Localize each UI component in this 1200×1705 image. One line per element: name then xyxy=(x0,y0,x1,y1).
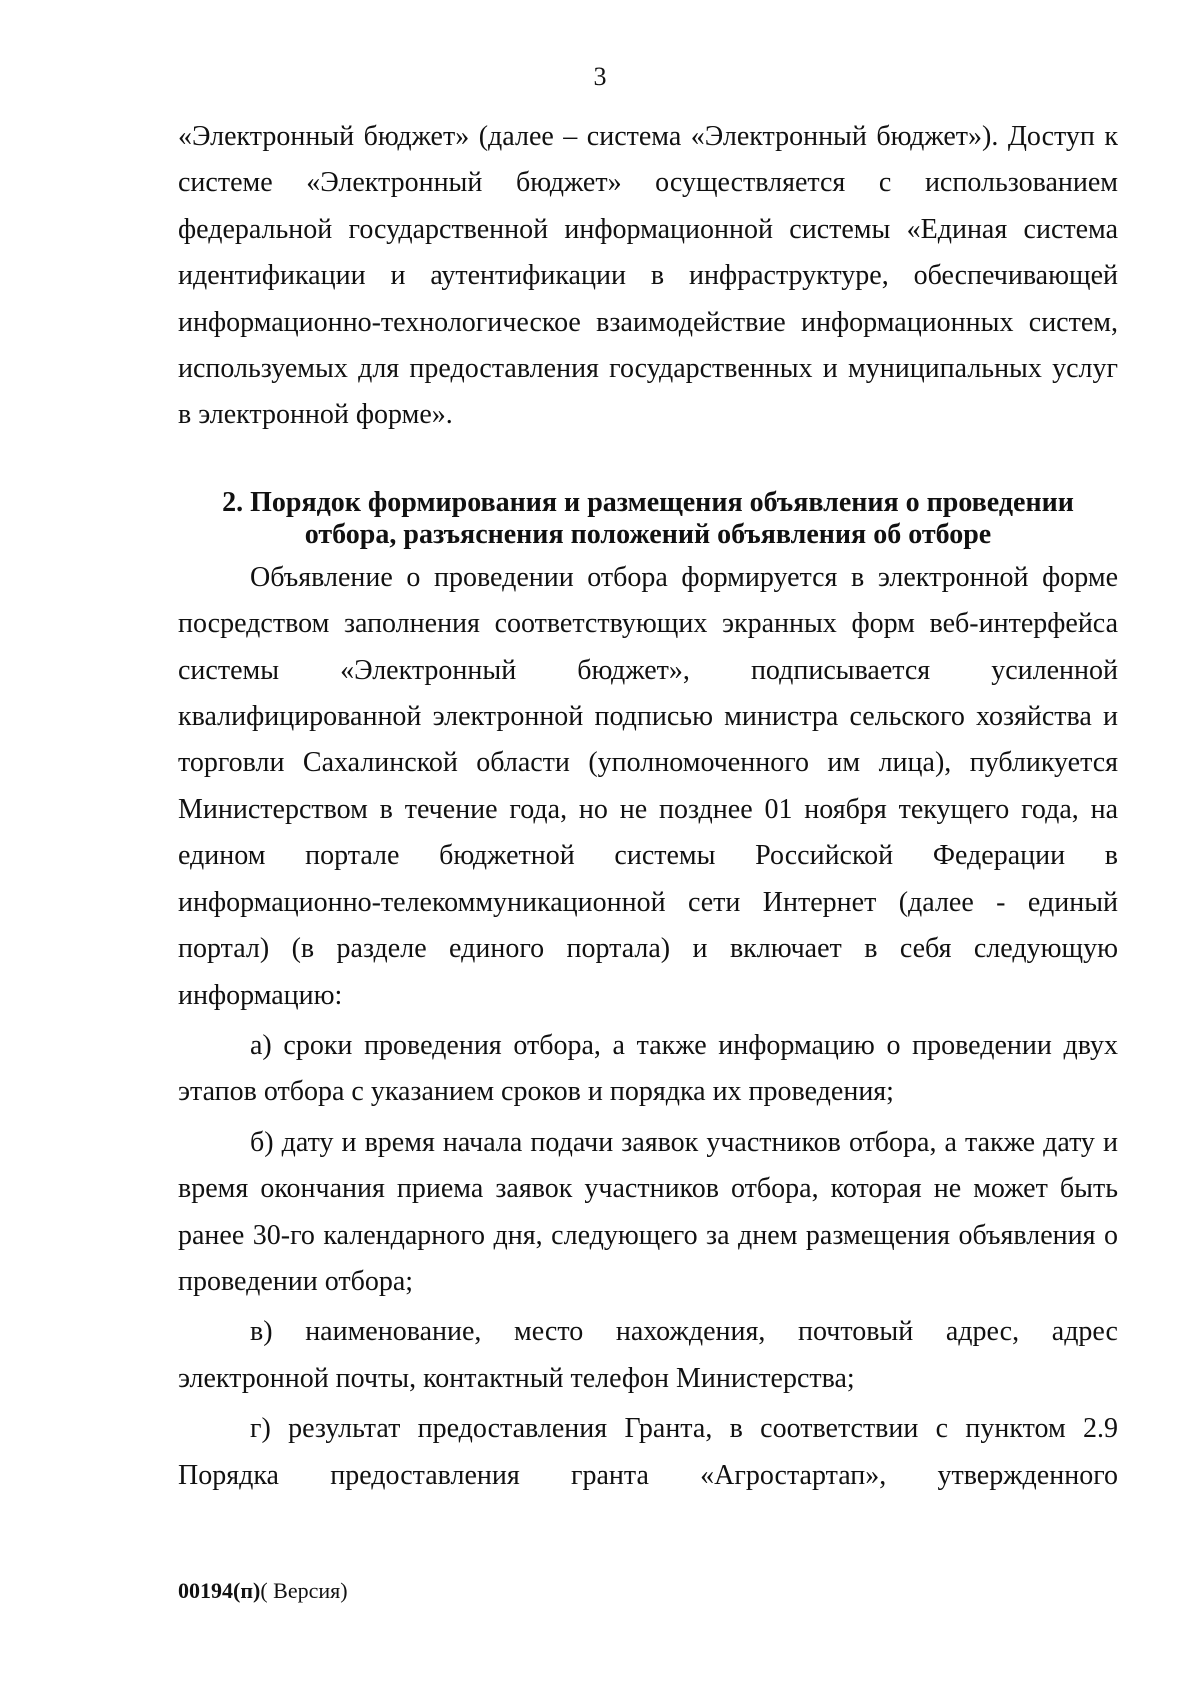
document-footer xyxy=(178,1578,348,1604)
document-code: 00194(п) xyxy=(178,1578,261,1603)
list-item-v: в) наименование, место нахождения, почтовый адрес, адрес электронной почты, контактный телефон Министерства; xyxy=(178,1316,1118,1394)
intro-paragraph: «Электронный бюджет» (далее – система «Электронный бюджет»). Доступ к системе «Электронный бюджет» осуществляется с использованием федеральной государственной информационной системы «Единая система идентификации и аутентификации в инфраструктуре, обеспечивающей информационно-технологическое взаимодействие информационных систем, используемых для предоставления государственных и муниципальных услуг в электронной форме». xyxy=(178,121,1118,431)
section-heading-line-2: отбора, разъяснения положений объявления об отборе xyxy=(304,518,992,550)
document-version: ( Версия) xyxy=(260,1578,348,1603)
document-body xyxy=(178,114,1118,1499)
list-item-b: б) дату и время начала подачи заявок участников отбора, а также дату и время окончания приема заявок участников отбора, которая не может быть ранее 30-го календарного дня, следующего за днем размещения объявления о проведении отбора; xyxy=(178,1126,1118,1297)
section-body-paragraph: Объявление о проведении отбора формируется в электронной форме посредством заполнения соответствующих экранных форм веб-интерфейса системы «Электронный бюджет», подписывается усиленной квалифицированной электронной подписью министра сельского хозяйства и торговли Сахалинской области (уполномоченного им лица), публикуется Министерством в течение года, но не позднее 01 ноября текущего года, на едином портале бюджетной системы Российской Федерации в информационно-телекоммуникационной сети Интернет (далее - единый портал) (в разделе единого портала) и включает в себя следующую информацию: xyxy=(178,561,1118,1011)
section-heading-line-1: 2. Порядок формирования и размещения объявления о проведении xyxy=(222,486,1074,518)
section-heading xyxy=(178,487,1118,551)
page-number: 3 xyxy=(593,62,607,91)
list-item-g: г) результат предоставления Гранта, в соответствии с пунктом 2.9 Порядка предоставления гранта «Агростартап», утвержденного xyxy=(178,1413,1118,1491)
list-item-a: а) сроки проведения отбора, а также информацию о проведении двух этапов отбора с указанием сроков и порядка их проведения; xyxy=(178,1029,1118,1108)
